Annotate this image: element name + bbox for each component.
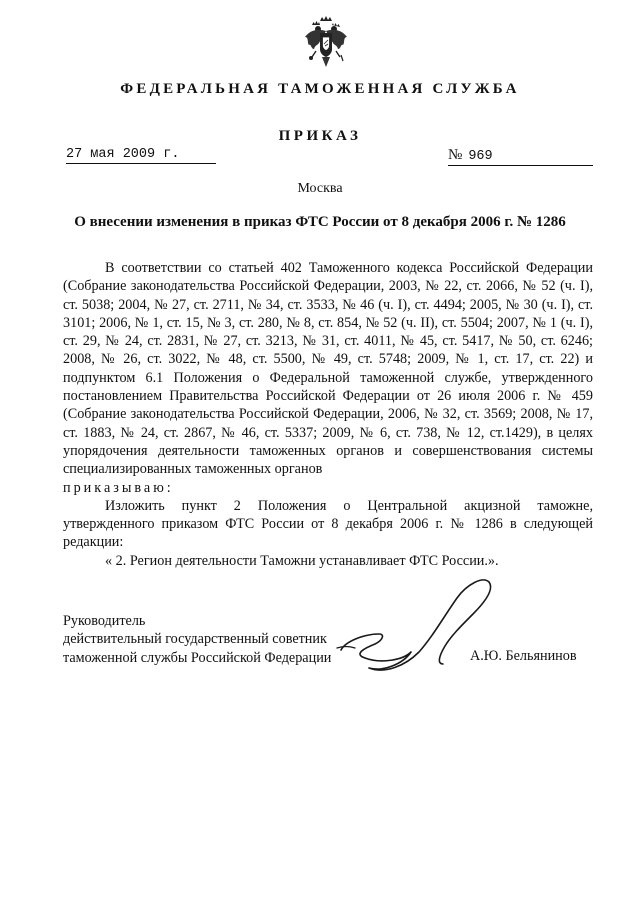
document-type: ПРИКАЗ (278, 128, 362, 144)
order-date: 27 мая 2009 г. (66, 147, 216, 164)
body-paragraph-1: В соответствии со статьей 402 Таможенного кодекса Российской Федерации (Собрание законодательства Российской Федерации, 2003, № 22, ст. 2066, № 52 (ч. I), ст. 5038; 2004, № 27, ст. 2711, № 34, ст. 3533, № 46 (ч. I), ст. 4494; 2005, № 30 (ч. I), ст. 3101; 2006, № 1, ст. 15, № 3, ст. 280, № 8, ст. 854, № 52 (ч. II), ст. 5504; 2007, № 1 (ч. I), ст. 29, № 24, ст. 2831, № 27, ст. 3213, № 31, ст. 4011, № 45, ст. 5417, № 50, ст. 6246; 2008, № 26, ст. 3022, № 48, ст. 5500, № 49, ст. 5748; 2009, № 1, ст. 17, ст. 22) и подпунктом 6.1 Положения о Федеральной таможенной службе, утвержденного постановлением Правительства Российской Федерации от 26 июля 2006 г. № 459 (Собрание законодательства Российской Федерации, 2006, № 32, ст. 3569; 2008, № 17, ст. 1883, № 24, ст. 2867, № 46, ст. 5337; 2009, № 6, ст. 738, № 12, ст.1429), в целях упорядочения деятельности таможенных органов и совершенствования системы специализированных таможенных органов (63, 260, 593, 478)
order-word: приказываю: (63, 479, 174, 496)
order-number: 969 (468, 149, 493, 164)
signer-title-line-3: таможенной службы Российской Федерации (63, 649, 332, 666)
order-number-field (448, 147, 593, 166)
signer-title-line-2: действительный государственный советник (63, 631, 327, 648)
city: Москва (297, 181, 343, 196)
body-paragraph-3: « 2. Регион деятельности Таможни устанавливает ФТС России.». (105, 552, 499, 569)
number-label: № (448, 147, 463, 163)
signer-name: А.Ю. Бельянинов (470, 648, 577, 664)
signer-title (63, 612, 363, 667)
handwritten-signature (333, 568, 503, 688)
order-subject: О внесении изменения в приказ ФТС России от 8 декабря 2006 г. № 1286 (74, 214, 566, 230)
body-paragraph-2: Изложить пункт 2 Положения о Центральной акцизной таможне, утвержденного приказом ФТС России от 8 декабря 2006 г. № 1286 в следующей редакции: (63, 497, 593, 551)
signer-title-line-1: Руководитель (63, 613, 146, 629)
coat-of-arms-emblem (301, 15, 351, 71)
order-body (63, 259, 593, 570)
agency-name: ФЕДЕРАЛЬНАЯ ТАМОЖЕННАЯ СЛУЖБА (120, 81, 520, 97)
